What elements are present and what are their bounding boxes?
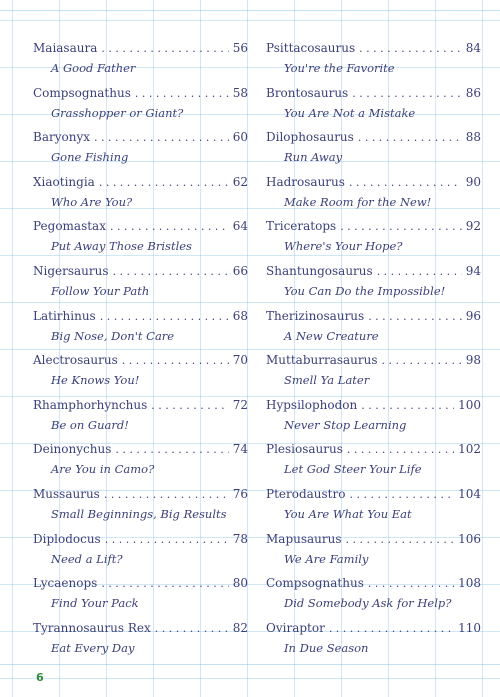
dot-leader [115, 442, 228, 458]
toc-entry [33, 218, 248, 263]
entry-title: Baryonyx [33, 130, 90, 145]
entry-title: Xiaotingia [33, 174, 95, 189]
entry-title: Tyrannosaurus Rex [33, 620, 151, 635]
entry-page: 62 [232, 174, 248, 189]
entry-page: 106 [458, 531, 481, 546]
entry-title: Plesiosaurus [266, 442, 343, 457]
dot-leader [382, 353, 462, 369]
entry-page: 74 [232, 442, 248, 457]
dot-leader [349, 487, 454, 503]
toc-entry [266, 352, 481, 397]
entry-title: Dilophosaurus [266, 130, 354, 145]
entry-subtitle: He Knows You! [51, 373, 140, 388]
dot-leader [151, 398, 228, 414]
entry-page: 102 [458, 442, 481, 457]
dot-leader [368, 309, 462, 325]
entry-subtitle: Are You in Camo? [51, 462, 155, 477]
entry-page: 68 [232, 308, 248, 323]
entry-subtitle: Need a Lift? [51, 551, 123, 566]
toc-entry [33, 531, 248, 576]
entry-title: Alectrosaurus [33, 353, 118, 368]
toc-entry [33, 40, 248, 85]
entry-page: 60 [232, 130, 248, 145]
entry-title: Pterodaustro [266, 486, 346, 501]
entry-page: 64 [232, 219, 248, 234]
entry-page: 76 [232, 486, 248, 501]
entry-subtitle: Follow Your Path [51, 283, 150, 298]
entry-title: Mussaurus [33, 486, 100, 501]
entry-page: 78 [232, 531, 248, 546]
entry-title: Triceratops [266, 219, 337, 234]
entry-page: 110 [458, 620, 481, 635]
entry-page: 70 [232, 353, 248, 368]
entry-title: Compsognathus [33, 85, 131, 100]
entry-page: 58 [232, 85, 248, 100]
entry-subtitle: Run Away [284, 150, 343, 165]
entry-page: 56 [232, 41, 248, 55]
dot-leader [101, 576, 228, 592]
entry-title: Deinonychus [33, 442, 112, 457]
entry-title: Muttaburrasaurus [266, 353, 378, 368]
dot-leader [104, 487, 229, 503]
dot-leader [340, 219, 462, 235]
dot-leader [113, 264, 229, 280]
dot-leader [358, 130, 462, 146]
entry-title: Brontosaurus [266, 85, 349, 100]
dot-leader [135, 86, 229, 102]
entry-page: 100 [458, 397, 481, 412]
dot-leader [155, 621, 229, 637]
entry-subtitle: You're the Favorite [284, 61, 395, 75]
entry-title: Shantungosaurus [266, 263, 373, 278]
toc-entry [33, 397, 248, 442]
toc-entry [33, 263, 248, 308]
toc-entry [266, 263, 481, 308]
entry-subtitle: A New Creature [284, 328, 379, 343]
entry-subtitle: Let God Steer Your Life [284, 462, 422, 477]
toc-entry [266, 441, 481, 486]
page-number: 6 [36, 671, 44, 684]
dot-leader [99, 175, 229, 191]
entry-title: Psittacosaurus [266, 41, 356, 55]
dot-leader [329, 621, 454, 637]
toc-entry [33, 174, 248, 219]
entry-title: Latirhinus [33, 308, 96, 323]
dot-leader [94, 130, 229, 146]
toc-entry [33, 129, 248, 174]
toc-entry [266, 397, 481, 442]
entry-page: 90 [465, 174, 481, 189]
entry-page: 72 [232, 397, 248, 412]
entry-title: Rhamphorhynchus [33, 397, 148, 412]
dot-leader [352, 86, 462, 102]
entry-subtitle: Be on Guard! [51, 417, 129, 432]
entry-subtitle: Big Nose, Don't Care [51, 328, 175, 343]
entry-page: 86 [465, 85, 481, 100]
entry-page: 96 [465, 308, 481, 323]
entry-subtitle: In Due Season [284, 640, 369, 655]
entry-page: 94 [465, 263, 481, 278]
entry-subtitle: We Are Family [284, 551, 369, 566]
dot-leader [377, 264, 462, 280]
entry-subtitle: Make Room for the New! [284, 194, 432, 209]
toc-entry [266, 85, 481, 130]
dot-leader [347, 442, 454, 458]
toc-entry [33, 620, 248, 665]
toc-entry [266, 308, 481, 353]
entry-subtitle: Grasshopper or Giant? [51, 105, 184, 120]
dot-leader [349, 175, 462, 191]
entry-subtitle: Smell Ya Later [284, 373, 370, 388]
entry-subtitle: Find Your Pack [51, 596, 139, 611]
entry-title: Nigersaurus [33, 263, 109, 278]
entry-subtitle: Who Are You? [51, 194, 133, 209]
toc-entry [33, 486, 248, 531]
toc-entry [33, 575, 248, 620]
dot-leader [359, 41, 462, 57]
entry-page: 104 [458, 486, 481, 501]
entry-subtitle: Where's Your Hope? [284, 239, 403, 254]
entry-page: 84 [465, 41, 481, 55]
toc-entry [33, 308, 248, 353]
toc-entry [33, 352, 248, 397]
entry-title: Pegomastax [33, 219, 106, 234]
toc-right-column [266, 40, 481, 664]
entry-subtitle: A Good Father [51, 61, 136, 75]
toc-entry [266, 486, 481, 531]
entry-subtitle: Gone Fishing [51, 150, 129, 165]
toc-entry [266, 575, 481, 620]
entry-page: 92 [465, 219, 481, 234]
toc-entry [266, 40, 481, 85]
dot-leader [110, 219, 229, 235]
entry-title: Hypsilophodon [266, 397, 358, 412]
toc-entry [33, 85, 248, 130]
toc-entry [33, 441, 248, 486]
entry-title: Maiasaura [33, 41, 98, 55]
entry-subtitle: You Are What You Eat [284, 506, 412, 521]
entry-title: Lycaenops [33, 576, 98, 591]
entry-title: Hadrosaurus [266, 174, 345, 189]
entry-subtitle: Put Away Those Bristles [51, 239, 192, 254]
dot-leader [105, 532, 229, 548]
toc-entry [266, 129, 481, 174]
entry-title: Oviraptor [266, 620, 325, 635]
entry-subtitle: You Are Not a Mistake [284, 105, 416, 120]
page-bottom-rule [0, 664, 500, 665]
entry-page: 66 [232, 263, 248, 278]
dot-leader [361, 398, 454, 414]
dot-leader [122, 353, 229, 369]
page-top-rule [0, 0, 500, 11]
toc-entry [266, 218, 481, 263]
entry-page: 82 [232, 620, 248, 635]
dot-leader [346, 532, 455, 548]
entry-subtitle: Never Stop Learning [284, 417, 407, 432]
toc-entry [266, 620, 481, 665]
entry-page: 98 [465, 353, 481, 368]
toc-entry [266, 174, 481, 219]
entry-subtitle: You Can Do the Impossible! [284, 283, 446, 298]
entry-title: Compsognathus [266, 576, 364, 591]
toc-entry [266, 531, 481, 576]
entry-title: Therizinosaurus [266, 308, 365, 323]
entry-page: 88 [465, 130, 481, 145]
dot-leader [101, 41, 228, 57]
entry-title: Diplodocus [33, 531, 101, 546]
dot-leader [368, 576, 454, 592]
entry-page: 80 [232, 576, 248, 591]
toc-left-column [33, 40, 248, 664]
dot-leader [100, 309, 229, 325]
entry-subtitle: Small Beginnings, Big Results [51, 506, 227, 521]
entry-title: Mapusaurus [266, 531, 342, 546]
entry-subtitle: Eat Every Day [51, 640, 135, 655]
entry-page: 108 [458, 576, 481, 591]
entry-subtitle: Did Somebody Ask for Help? [284, 596, 452, 611]
